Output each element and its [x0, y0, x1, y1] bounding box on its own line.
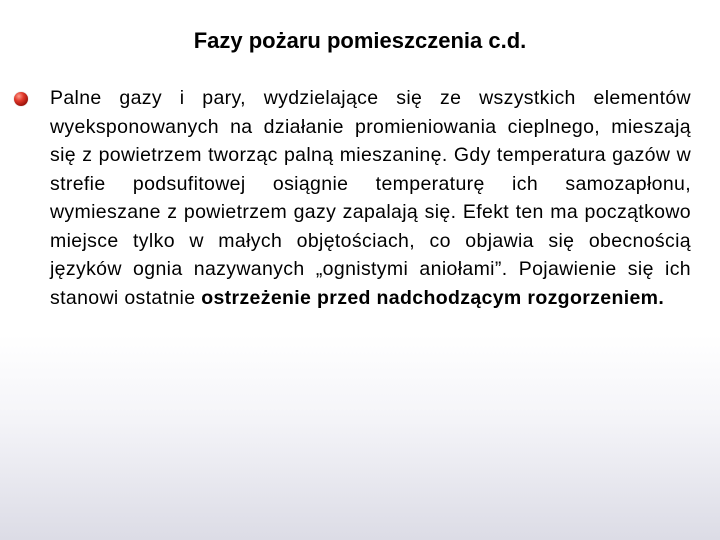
- paragraph-emphasis: ostrzeżenie przed nadchodzącym rozgorzeniem.: [201, 286, 665, 309]
- bullet-paragraph: [50, 84, 691, 312]
- bullet-icon: [14, 92, 28, 106]
- paragraph-text: Palne gazy i pary, wydzielające się ze wszystkich elementów wyeksponowanych na działanie promieniowania cieplnego, mieszają się z powietrzem tworząc palną mieszaninę. Gdy temperatura gazów w strefie podsufitowej osiągnie temperaturę ich samozapłonu, wymieszane z powietrzem gazy zapalają się. Efekt ten ma początkowo miejsce tylko w małych objętościach, co objawia się obecnością języków ognia nazywanych „ognistymi aniołami”. Pojawienie się ich stanowi ostatnie: [50, 87, 691, 309]
- slide-title: Fazy pożaru pomieszczenia c.d.: [193, 28, 527, 53]
